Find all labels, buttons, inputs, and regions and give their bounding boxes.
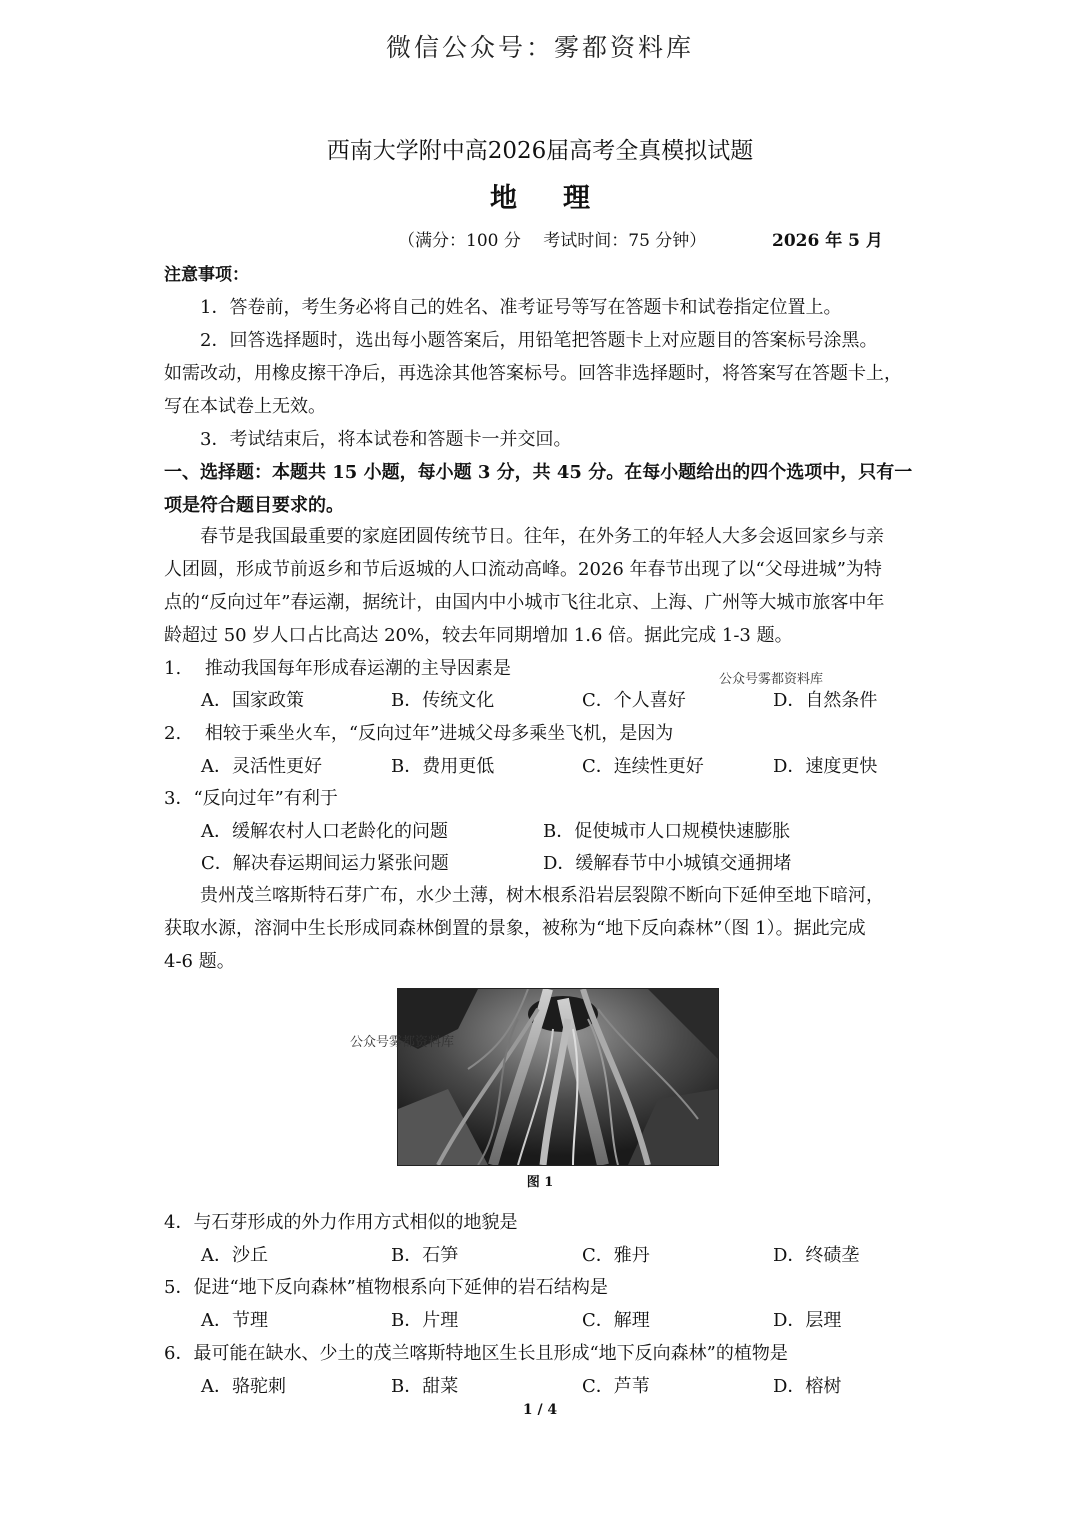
q1-option-c: C．个人喜好 — [582, 690, 686, 711]
question-4-stem: 4．与石芽形成的外力作用方式相似的地貌是 — [164, 1212, 518, 1233]
q5-option-c: C．解理 — [582, 1310, 650, 1331]
notice-item-2-cont: 如需改动，用橡皮擦干净后，再选涂其他答案标号。回答非选择题时，将答案写在答题卡上， — [164, 363, 902, 384]
q2-option-d: D．速度更快 — [773, 756, 878, 777]
question-3-stem: 3．“反向过年”有利于 — [164, 788, 338, 809]
q4-option-d: D．终碛垄 — [773, 1245, 860, 1266]
notice-heading: 注意事项： — [164, 265, 249, 285]
exam-date: 2026 年 5 月 — [772, 231, 883, 251]
subject-title — [0, 176, 1080, 215]
passage2-line-3: 4-6 题。 — [164, 951, 235, 972]
q2-option-b: B．费用更低 — [391, 756, 495, 777]
exam-info: （满分：100 分 考试时间：75 分钟） — [398, 231, 707, 251]
subject-char-2: 理 — [563, 183, 590, 214]
inline-watermark: 公众号雾都资料库 — [719, 672, 824, 687]
page-number: 1 / 4 — [522, 1402, 558, 1418]
question-2-stem: 2. 相较于乘坐火车，“反向过年”进城父母多乘坐飞机，是因为 — [164, 723, 674, 744]
q2-option-a: A．灵活性更好 — [201, 756, 322, 777]
figure-watermark: 公众号雾都资料库 — [350, 1035, 455, 1050]
q3-option-b: B．促使城市人口规模快速膨胀 — [543, 821, 791, 842]
notice-item-2: 2．回答选择题时，选出每小题答案后，用铅笔把答题卡上对应题目的答案标号涂黑。 — [200, 330, 878, 351]
section-heading-line-2: 项是符合题目要求的。 — [164, 495, 344, 516]
q3-option-a: A．缓解农村人口老龄化的问题 — [201, 821, 448, 842]
question-5-stem: 5．促进“地下反向森林”植物根系向下延伸的岩石结构是 — [164, 1277, 608, 1298]
q1-option-a: A．国家政策 — [201, 690, 304, 711]
q5-option-d: D．层理 — [773, 1310, 842, 1331]
q3-option-d: D．缓解春节中小城镇交通拥堵 — [543, 853, 792, 874]
q6-option-a: A．骆驼刺 — [201, 1376, 286, 1397]
header-watermark: 微信公众号：雾都资料库 — [385, 33, 694, 62]
q4-option-a: A．沙丘 — [201, 1245, 268, 1266]
q2-option-c: C．连续性更好 — [582, 756, 704, 777]
passage1-line-1: 春节是我国最重要的家庭团圆传统节日。往年，在外务工的年轻人大多会返回家乡与亲 — [200, 526, 884, 547]
q6-option-b: B．甜菜 — [391, 1376, 459, 1397]
passage1-line-2: 人团圆，形成节前返乡和节后返城的人口流动高峰。2026 年春节出现了以“父母进城”为特 — [164, 559, 882, 580]
q6-option-c: C．芦苇 — [582, 1376, 650, 1397]
passage2-line-2: 获取水源，溶洞中生长形成同森林倒置的景象，被称为“地下反向森林”（图 1）。据此完成 — [164, 918, 866, 939]
q5-option-b: B．片理 — [391, 1310, 459, 1331]
passage1-line-4: 龄超过 50 岁人口占比高达 20%，较去年同期增加 1.6 倍。据此完成 1-3 题。 — [164, 625, 793, 646]
question-6-stem: 6．最可能在缺水、少土的茂兰喀斯特地区生长且形成“地下反向森林”的植物是 — [164, 1343, 788, 1364]
cave-roots-illustration — [398, 989, 718, 1165]
section-heading-line-1: 一、选择题：本题共 15 小题，每小题 3 分，共 45 分。在每小题给出的四个选项中，只有一 — [164, 462, 913, 483]
passage1-line-3: 点的“反向过年”春运潮，据统计，由国内中小城市飞往北京、上海、广州等大城市旅客中年 — [164, 592, 885, 613]
q1-option-d: D．自然条件 — [773, 690, 878, 711]
subject-char-1: 地 — [490, 183, 517, 214]
q5-option-a: A．节理 — [201, 1310, 268, 1331]
q3-option-c: C．解决春运期间运力紧张问题 — [201, 853, 449, 874]
exam-title: 西南大学附中高2026届高考全真模拟试题 — [326, 138, 754, 164]
q4-option-c: C．雅丹 — [582, 1245, 650, 1266]
passage2-line-1: 贵州茂兰喀斯特石芽广布，水少土薄，树木根系沿岩层裂隙不断向下延伸至地下暗河， — [200, 885, 884, 906]
notice-item-1: 1．答卷前，考生务必将自己的姓名、准考证号等写在答题卡和试卷指定位置上。 — [200, 297, 842, 318]
notice-item-3: 3．考试结束后，将本试卷和答题卡一并交回。 — [200, 429, 572, 450]
notice-item-2-end: 写在本试卷上无效。 — [164, 396, 326, 417]
q6-option-d: D．榕树 — [773, 1376, 842, 1397]
cave-roots-photo — [397, 988, 719, 1166]
q4-option-b: B．石笋 — [391, 1245, 459, 1266]
figure-caption: 图 1 — [526, 1175, 554, 1190]
question-1-stem: 1. 推动我国每年形成春运潮的主导因素是 — [164, 658, 511, 679]
q1-option-b: B．传统文化 — [391, 690, 495, 711]
